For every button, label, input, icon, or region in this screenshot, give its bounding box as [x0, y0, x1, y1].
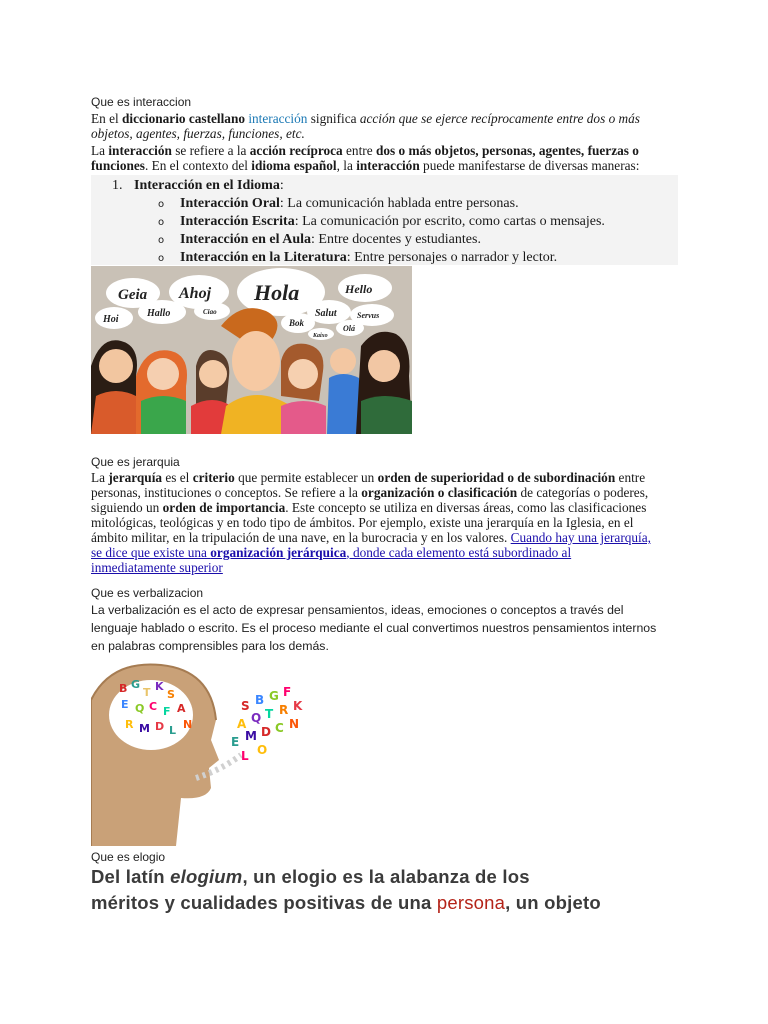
heading-elogio: Que es elogio — [91, 850, 166, 864]
heading-interaccion: Que es interaccion — [91, 95, 192, 109]
svg-text:F: F — [163, 705, 171, 718]
text: . En el contexto del — [144, 158, 252, 173]
interaccion-list — [91, 175, 678, 265]
bold-term: orden de importancia — [162, 500, 286, 515]
verbalization-illustration — [91, 660, 327, 846]
text-line: mitológicas, teológicas y en todo tipo de ámbitos. Por ejemplo, existe una jerarquía en la Iglesia, en el — [91, 515, 634, 530]
svg-text:M: M — [139, 722, 150, 735]
svg-text:A: A — [177, 702, 186, 715]
text: se refiere a la — [171, 143, 250, 158]
bubble-text: Ahoj — [179, 285, 212, 302]
text-line: lenguaje hablado o escrito. Es el proceso mediante el cual convertimos nuestros pensamientos internos — [91, 621, 657, 635]
text-line: en palabras comprensibles para los demás. — [91, 639, 329, 653]
bubble-text: Salut — [315, 308, 337, 319]
svg-text:Q: Q — [251, 711, 262, 725]
text: , un objeto — [505, 892, 601, 913]
bubble-text: Servus — [357, 311, 380, 320]
svg-text:G: G — [131, 678, 141, 691]
elogio-paragraph — [91, 864, 731, 916]
text: La — [91, 143, 109, 158]
highlighted-term: persona — [436, 892, 506, 913]
list-term: Interacción en la Literatura — [180, 250, 347, 265]
bubble-text: Ciao — [203, 308, 217, 316]
bubble-text: Hallo — [147, 308, 171, 319]
bubble-text: Geia — [118, 287, 148, 303]
bold-term: interacción — [108, 143, 172, 158]
text: que permite establecer un — [234, 470, 378, 485]
list-desc: : La comunicación hablada entre personas. — [279, 196, 519, 211]
svg-text:E: E — [121, 698, 129, 711]
text: es el — [162, 470, 193, 485]
svg-text:E: E — [231, 735, 240, 749]
text: : — [279, 178, 284, 193]
interaccion-paragraph-2 — [91, 143, 711, 173]
list-desc: : Entre docentes y estudiantes. — [311, 232, 481, 247]
svg-text:F: F — [283, 685, 292, 699]
text: ámbito militar, en la tripulación de una nave, en la burocracia y en los valores. — [91, 530, 511, 545]
list-desc: : Entre personajes o narrador y lector. — [346, 250, 558, 265]
bold-term: acción recíproca — [249, 143, 343, 158]
text: entre — [342, 143, 376, 158]
text: , la — [336, 158, 357, 173]
bold-term: organización o clasificación — [361, 485, 518, 500]
text: , un elogio es la alabanza de los — [242, 866, 530, 887]
svg-text:D: D — [155, 720, 165, 733]
list-item — [180, 249, 557, 267]
text: méritos y cualidades positivas de una — [91, 892, 437, 913]
bold-term: orden de superioridad o de subordinación — [377, 470, 616, 485]
text: puede manifestarse de diversas maneras: — [419, 158, 640, 173]
svg-text:S: S — [167, 688, 175, 701]
svg-text:R: R — [125, 718, 134, 731]
heading-verbalizacion: Que es verbalizacion — [91, 586, 204, 600]
svg-text:L: L — [241, 749, 249, 763]
bold-term: funciones — [91, 158, 145, 173]
list-item — [180, 231, 481, 249]
svg-text:C: C — [275, 721, 284, 735]
bubble-text: Hello — [345, 282, 373, 296]
bullet-icon: o — [158, 199, 165, 210]
bold-term: jerarquía — [108, 470, 163, 485]
text: siguiendo un — [91, 500, 163, 515]
bubble-text: Hoi — [103, 314, 119, 325]
list-item — [180, 195, 519, 213]
bold-term: dos o más objetos, personas, agentes, fuerzas o — [375, 143, 639, 158]
bold-term: idioma español — [251, 158, 337, 173]
interaccion-link[interactable]: interacción — [248, 111, 308, 126]
text: personas, instituciones o conceptos. Se refiere a la — [91, 485, 362, 500]
interaccion-paragraph-1 — [91, 111, 691, 141]
text: significa — [307, 111, 360, 126]
svg-text:B: B — [255, 693, 265, 707]
bullet-icon: o — [158, 235, 165, 246]
bullet-icon: o — [158, 217, 165, 228]
list-number: 1. — [112, 178, 123, 193]
italic-term: elogium — [170, 866, 243, 887]
bubble-text: Hola — [254, 280, 300, 305]
svg-text:B: B — [119, 682, 128, 695]
svg-text:N: N — [183, 718, 193, 731]
verbalizacion-paragraph — [91, 601, 691, 655]
svg-text:T: T — [143, 686, 151, 699]
jerarquia-link[interactable] — [91, 545, 571, 560]
svg-text:L: L — [169, 724, 177, 737]
jerarquia-paragraph — [91, 470, 691, 575]
svg-text:G: G — [269, 689, 279, 703]
link-text-bold[interactable]: organización jerárquica — [210, 545, 347, 560]
text: de categorías o poderes, — [517, 485, 649, 500]
svg-text:T: T — [265, 707, 274, 721]
svg-text:M: M — [245, 729, 257, 743]
bubble-text: Kaixo — [313, 333, 328, 339]
jerarquia-link[interactable]: inmediatamente superior — [91, 560, 223, 575]
svg-text:A: A — [237, 717, 247, 731]
bubble-text: Olá — [343, 324, 355, 333]
link-text[interactable]: se dice que existe una — [91, 545, 211, 560]
text: En el — [91, 111, 123, 126]
svg-text:O: O — [257, 743, 268, 757]
svg-text:D: D — [261, 725, 271, 739]
link-text[interactable]: , donde cada elemento está subordinado al — [346, 545, 572, 560]
list-number-item — [112, 177, 284, 195]
list-term: Interacción Oral — [180, 196, 280, 211]
svg-text:Q: Q — [135, 702, 145, 715]
bubble-text: Bok — [289, 318, 305, 328]
svg-text:K: K — [155, 680, 164, 693]
text: Del latín — [91, 866, 171, 887]
svg-text:R: R — [279, 703, 289, 717]
list-item — [180, 213, 605, 231]
text-line: La verbalización es el acto de expresar pensamientos, ideas, emociones o conceptos a través del — [91, 603, 624, 617]
list-term: Interacción Escrita — [180, 214, 295, 229]
heading-jerarquia: Que es jerarquia — [91, 455, 180, 469]
list-title: Interacción en el Idioma — [134, 178, 280, 193]
bold-term: interacción — [356, 158, 420, 173]
jerarquia-link[interactable]: Cuando hay una jerarquía, — [510, 530, 651, 545]
list-desc: : La comunicación por escrito, como cartas o mensajes. — [294, 214, 605, 229]
list-term: Interacción en el Aula — [180, 232, 312, 247]
text: . Este concepto se utiliza en diversas áreas, como las clasificaciones — [285, 500, 647, 515]
text: entre — [615, 470, 646, 485]
bold-term: criterio — [192, 470, 235, 485]
svg-text:K: K — [293, 699, 303, 713]
text: La — [91, 470, 109, 485]
svg-text:S: S — [241, 699, 250, 713]
italic-text: objetos, agentes, fuerzas, funciones, etc. — [91, 126, 305, 141]
bold-term: diccionario castellano — [122, 111, 245, 126]
svg-text:C: C — [149, 700, 158, 713]
italic-text: acción que se ejerce recíprocamente entre dos o más — [359, 111, 640, 126]
greetings-illustration — [91, 266, 412, 434]
bullet-icon: o — [158, 253, 165, 264]
svg-text:N: N — [289, 717, 300, 731]
